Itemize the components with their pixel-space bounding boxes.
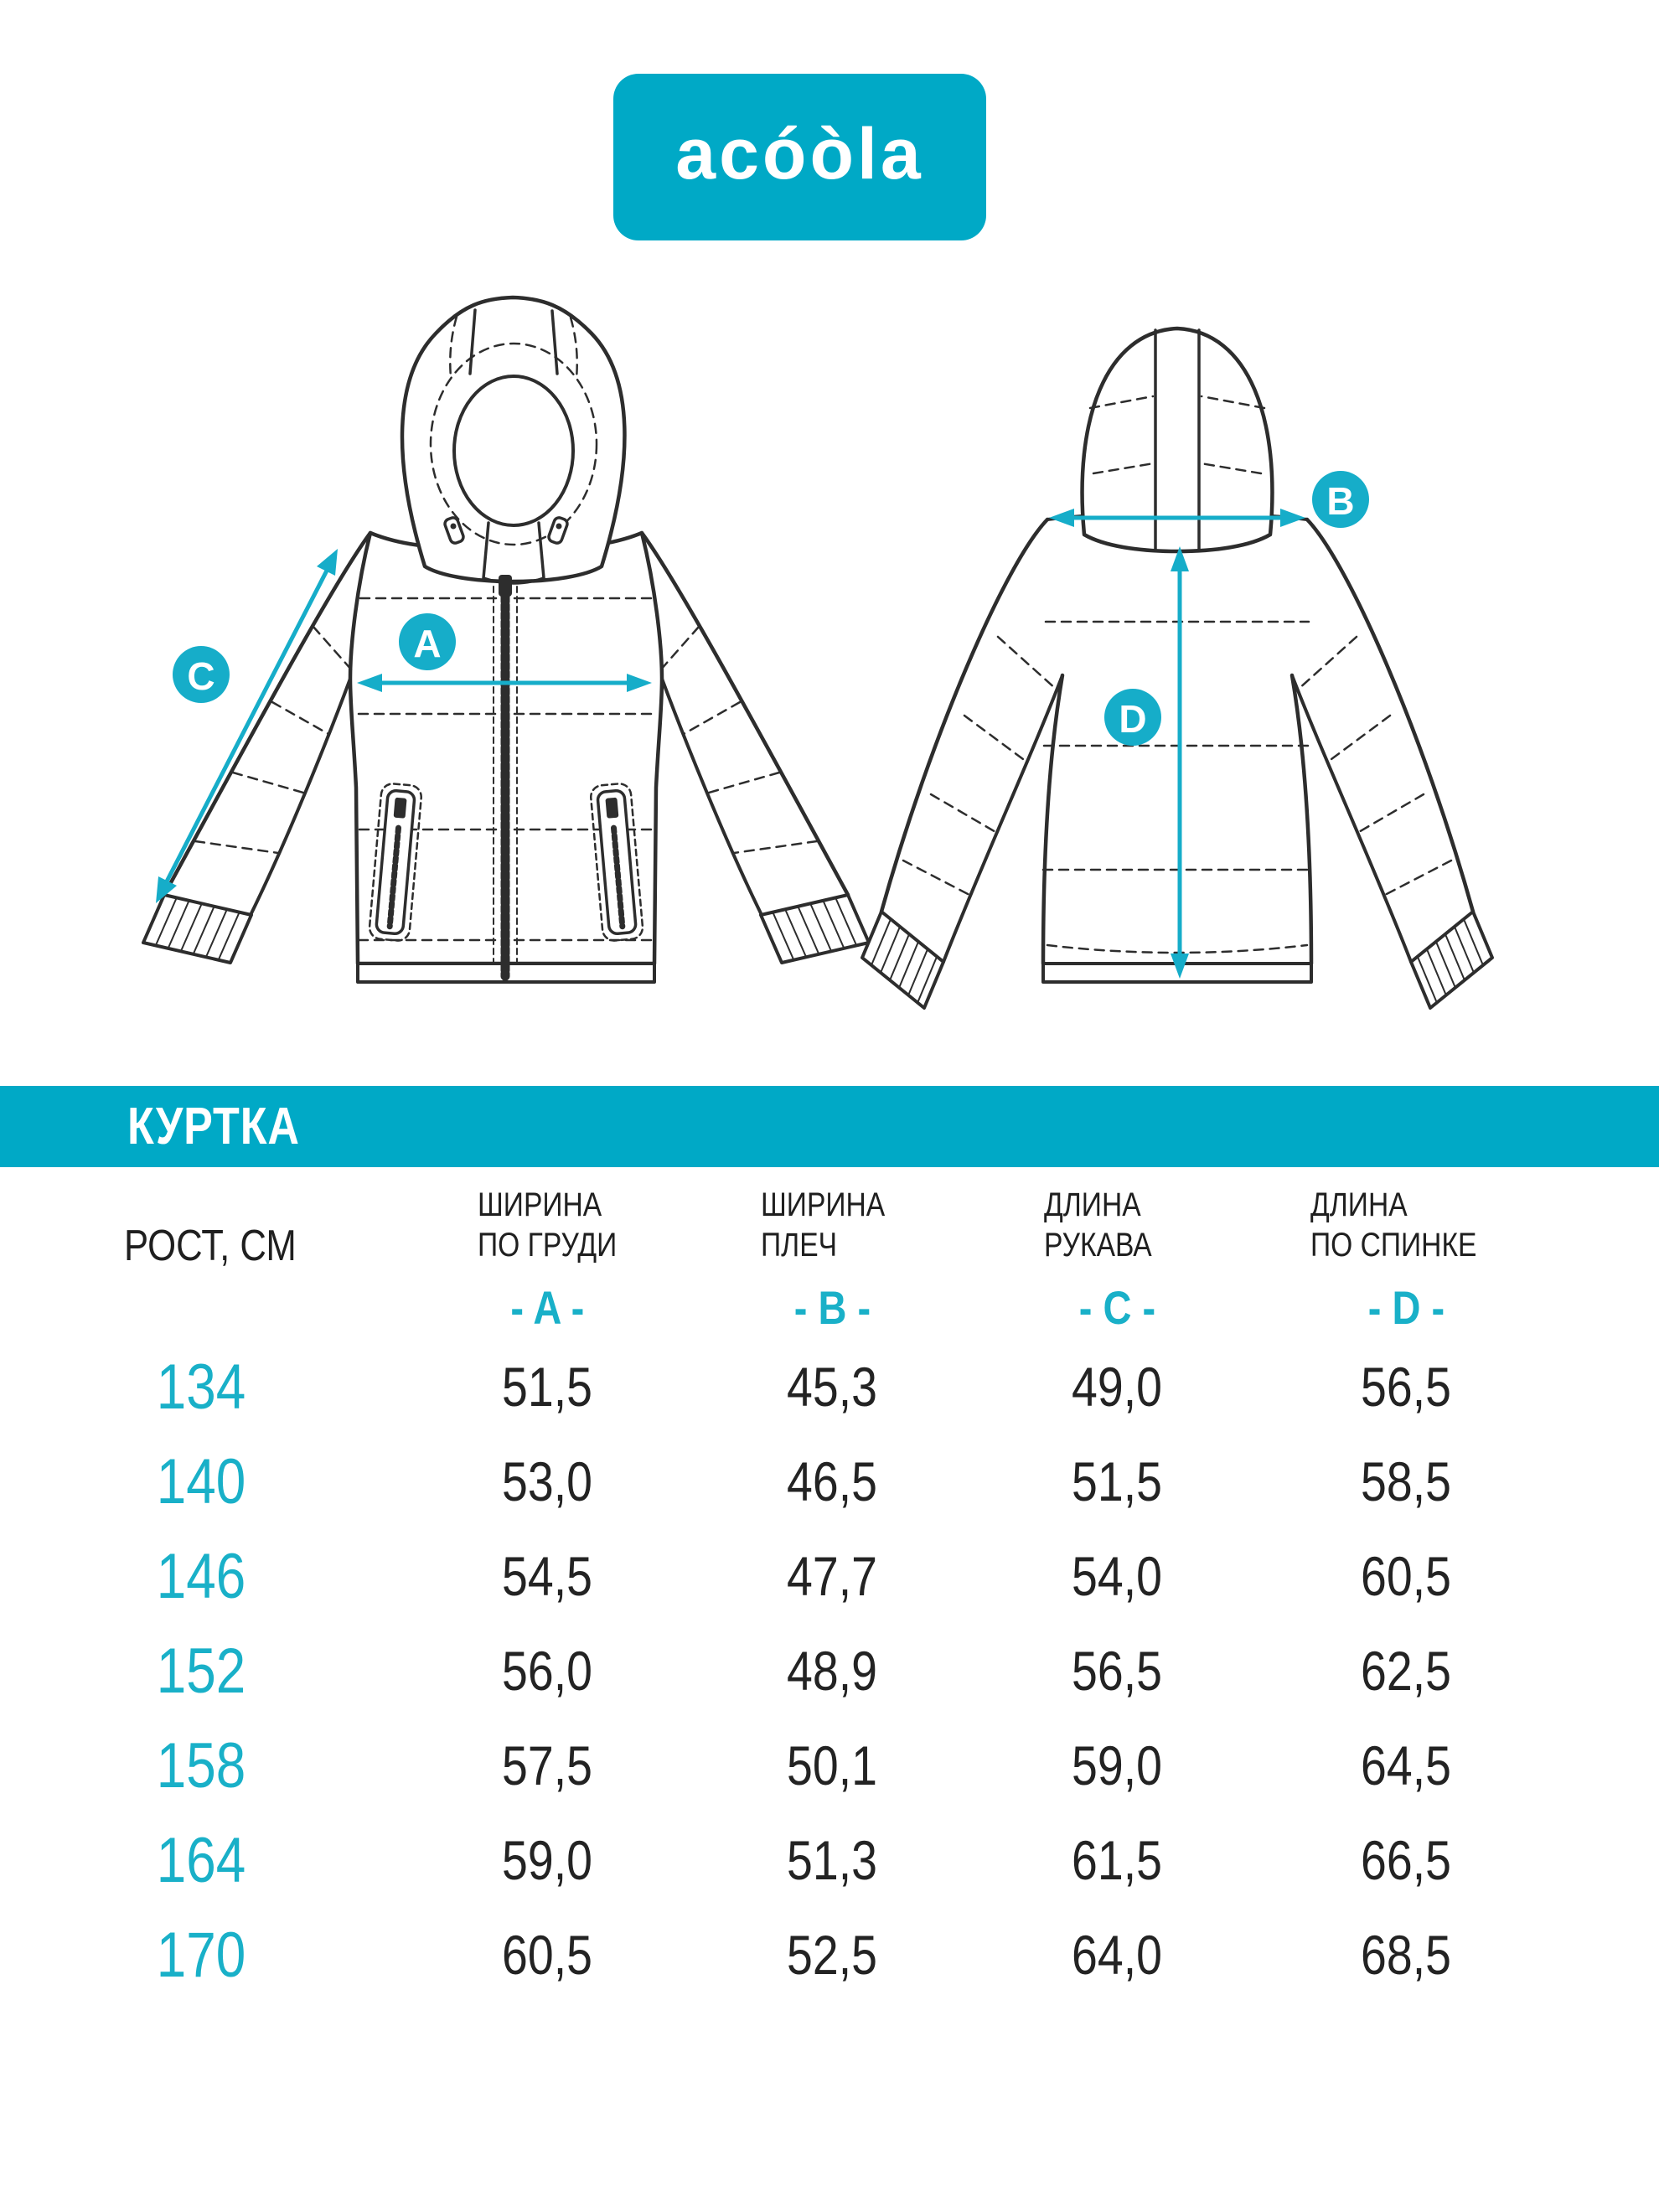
- front-right-cuff: [761, 895, 869, 963]
- acoola-logo-text: acóòla: [675, 114, 924, 194]
- value-cell-a: 51,5: [502, 1356, 592, 1418]
- height-cell: 146: [156, 1541, 246, 1612]
- right-pocket-slider: [605, 798, 618, 819]
- column-header-line1: ШИРИНА: [761, 1186, 886, 1223]
- left-toggle-hole: [451, 524, 457, 530]
- value-cell-a: 59,0: [502, 1829, 592, 1891]
- table-row: [0, 1718, 1659, 1813]
- value-cell-c: 54,0: [1072, 1545, 1162, 1607]
- value-cell-d: 66,5: [1361, 1829, 1451, 1891]
- value-cell-a: 54,5: [502, 1545, 592, 1607]
- left-pocket-slider: [394, 798, 407, 819]
- column-header-line1: ДЛИНА: [1310, 1186, 1408, 1223]
- height-cell: 134: [156, 1351, 246, 1423]
- front-left-cuff: [143, 895, 251, 963]
- measure-b-arrowhead-left: [1049, 509, 1074, 527]
- table-row: [0, 1529, 1659, 1624]
- table-title-band: [0, 1086, 1659, 1167]
- column-header-line2: ПО СПИНКЕ: [1310, 1227, 1477, 1264]
- value-cell-a: 57,5: [502, 1734, 592, 1796]
- measure-c-arrowhead-top: [317, 549, 338, 576]
- value-cell-c: 64,0: [1072, 1924, 1162, 1986]
- column-header-line2: РУКАВА: [1044, 1227, 1152, 1264]
- table-row: [0, 1624, 1659, 1718]
- column-header-line1: ШИРИНА: [478, 1186, 602, 1223]
- value-cell-c: 56,5: [1072, 1640, 1162, 1702]
- value-cell-c: 49,0: [1072, 1356, 1162, 1418]
- measure-badge-letter-a: A: [413, 622, 442, 665]
- jacket-technical-drawing: [0, 0, 1659, 1039]
- value-cell-d: 60,5: [1361, 1545, 1451, 1607]
- zipper-pull: [503, 597, 508, 608]
- column-header-chest-width: [478, 1185, 617, 1265]
- value-cell-b: 45,3: [787, 1356, 877, 1418]
- front-left-sleeve-seam: [251, 679, 350, 913]
- measure-c-arrow-line: [167, 571, 327, 881]
- measure-d-back-length: [1104, 546, 1189, 979]
- value-cell-d: 62,5: [1361, 1640, 1451, 1702]
- value-cell-b: 46,5: [787, 1450, 877, 1512]
- table-row: [0, 1340, 1659, 1434]
- value-cell-b: 50,1: [787, 1734, 877, 1796]
- column-header-shoulder-width: [761, 1185, 885, 1265]
- value-cell-c: 51,5: [1072, 1450, 1162, 1512]
- column-letter-label: - B -: [793, 1281, 871, 1334]
- jacket-back-view: [862, 328, 1492, 1008]
- value-cell-a: 53,0: [502, 1450, 592, 1512]
- column-letter-c: [956, 1280, 1278, 1336]
- column-letter-label: - A -: [510, 1281, 584, 1334]
- measure-badge-letter-c: C: [187, 654, 215, 698]
- height-cell: 152: [156, 1636, 246, 1707]
- jacket-front-view: [143, 297, 869, 982]
- column-header-line2: ПО ГРУДИ: [478, 1227, 618, 1264]
- front-right-sleeve-seam: [662, 679, 761, 913]
- table-row: [0, 1813, 1659, 1908]
- front-hood-opening: [454, 376, 573, 525]
- height-cell: 164: [156, 1825, 246, 1896]
- column-header-back-length: [1310, 1185, 1476, 1265]
- measure-badge-letter-b: B: [1326, 479, 1355, 523]
- measure-c-sleeve-length: [156, 549, 338, 903]
- value-cell-b: 51,3: [787, 1829, 877, 1891]
- zipper-slider: [499, 575, 512, 597]
- value-cell-b: 52,5: [787, 1924, 877, 1986]
- value-cell-d: 64,5: [1361, 1734, 1451, 1796]
- right-toggle-hole: [556, 524, 562, 530]
- value-cell-d: 68,5: [1361, 1924, 1451, 1986]
- height-cell: 158: [156, 1730, 246, 1801]
- value-cell-c: 61,5: [1072, 1829, 1162, 1891]
- measure-badge-letter-d: D: [1119, 697, 1147, 741]
- height-cell: 140: [156, 1446, 246, 1517]
- value-cell-c: 59,0: [1072, 1734, 1162, 1796]
- column-header-sleeve-length: [1044, 1185, 1152, 1265]
- value-cell-d: 56,5: [1361, 1356, 1451, 1418]
- value-cell-b: 47,7: [787, 1545, 877, 1607]
- table-row: [0, 1908, 1659, 2003]
- value-cell-d: 58,5: [1361, 1450, 1451, 1512]
- column-letter-d: [1245, 1280, 1567, 1336]
- value-cell-a: 60,5: [502, 1924, 592, 1986]
- value-cell-b: 48,9: [787, 1640, 877, 1702]
- column-letter-b: [671, 1280, 993, 1336]
- column-header-line2: ПЛЕЧ: [761, 1227, 838, 1264]
- measure-b-arrowhead-right: [1280, 509, 1305, 527]
- height-column-label: РОСТ, СМ: [124, 1222, 297, 1270]
- column-letter-label: - C -: [1078, 1281, 1155, 1334]
- column-letter-a: [386, 1280, 708, 1336]
- table-row: [0, 1434, 1659, 1529]
- column-header-line1: ДЛИНА: [1044, 1186, 1141, 1223]
- table-title: КУРТКА: [127, 1098, 300, 1155]
- back-quilt-stitches: [1043, 622, 1311, 953]
- value-cell-a: 56,0: [502, 1640, 592, 1702]
- column-letter-label: - D -: [1367, 1281, 1445, 1334]
- height-cell: 170: [156, 1920, 246, 1991]
